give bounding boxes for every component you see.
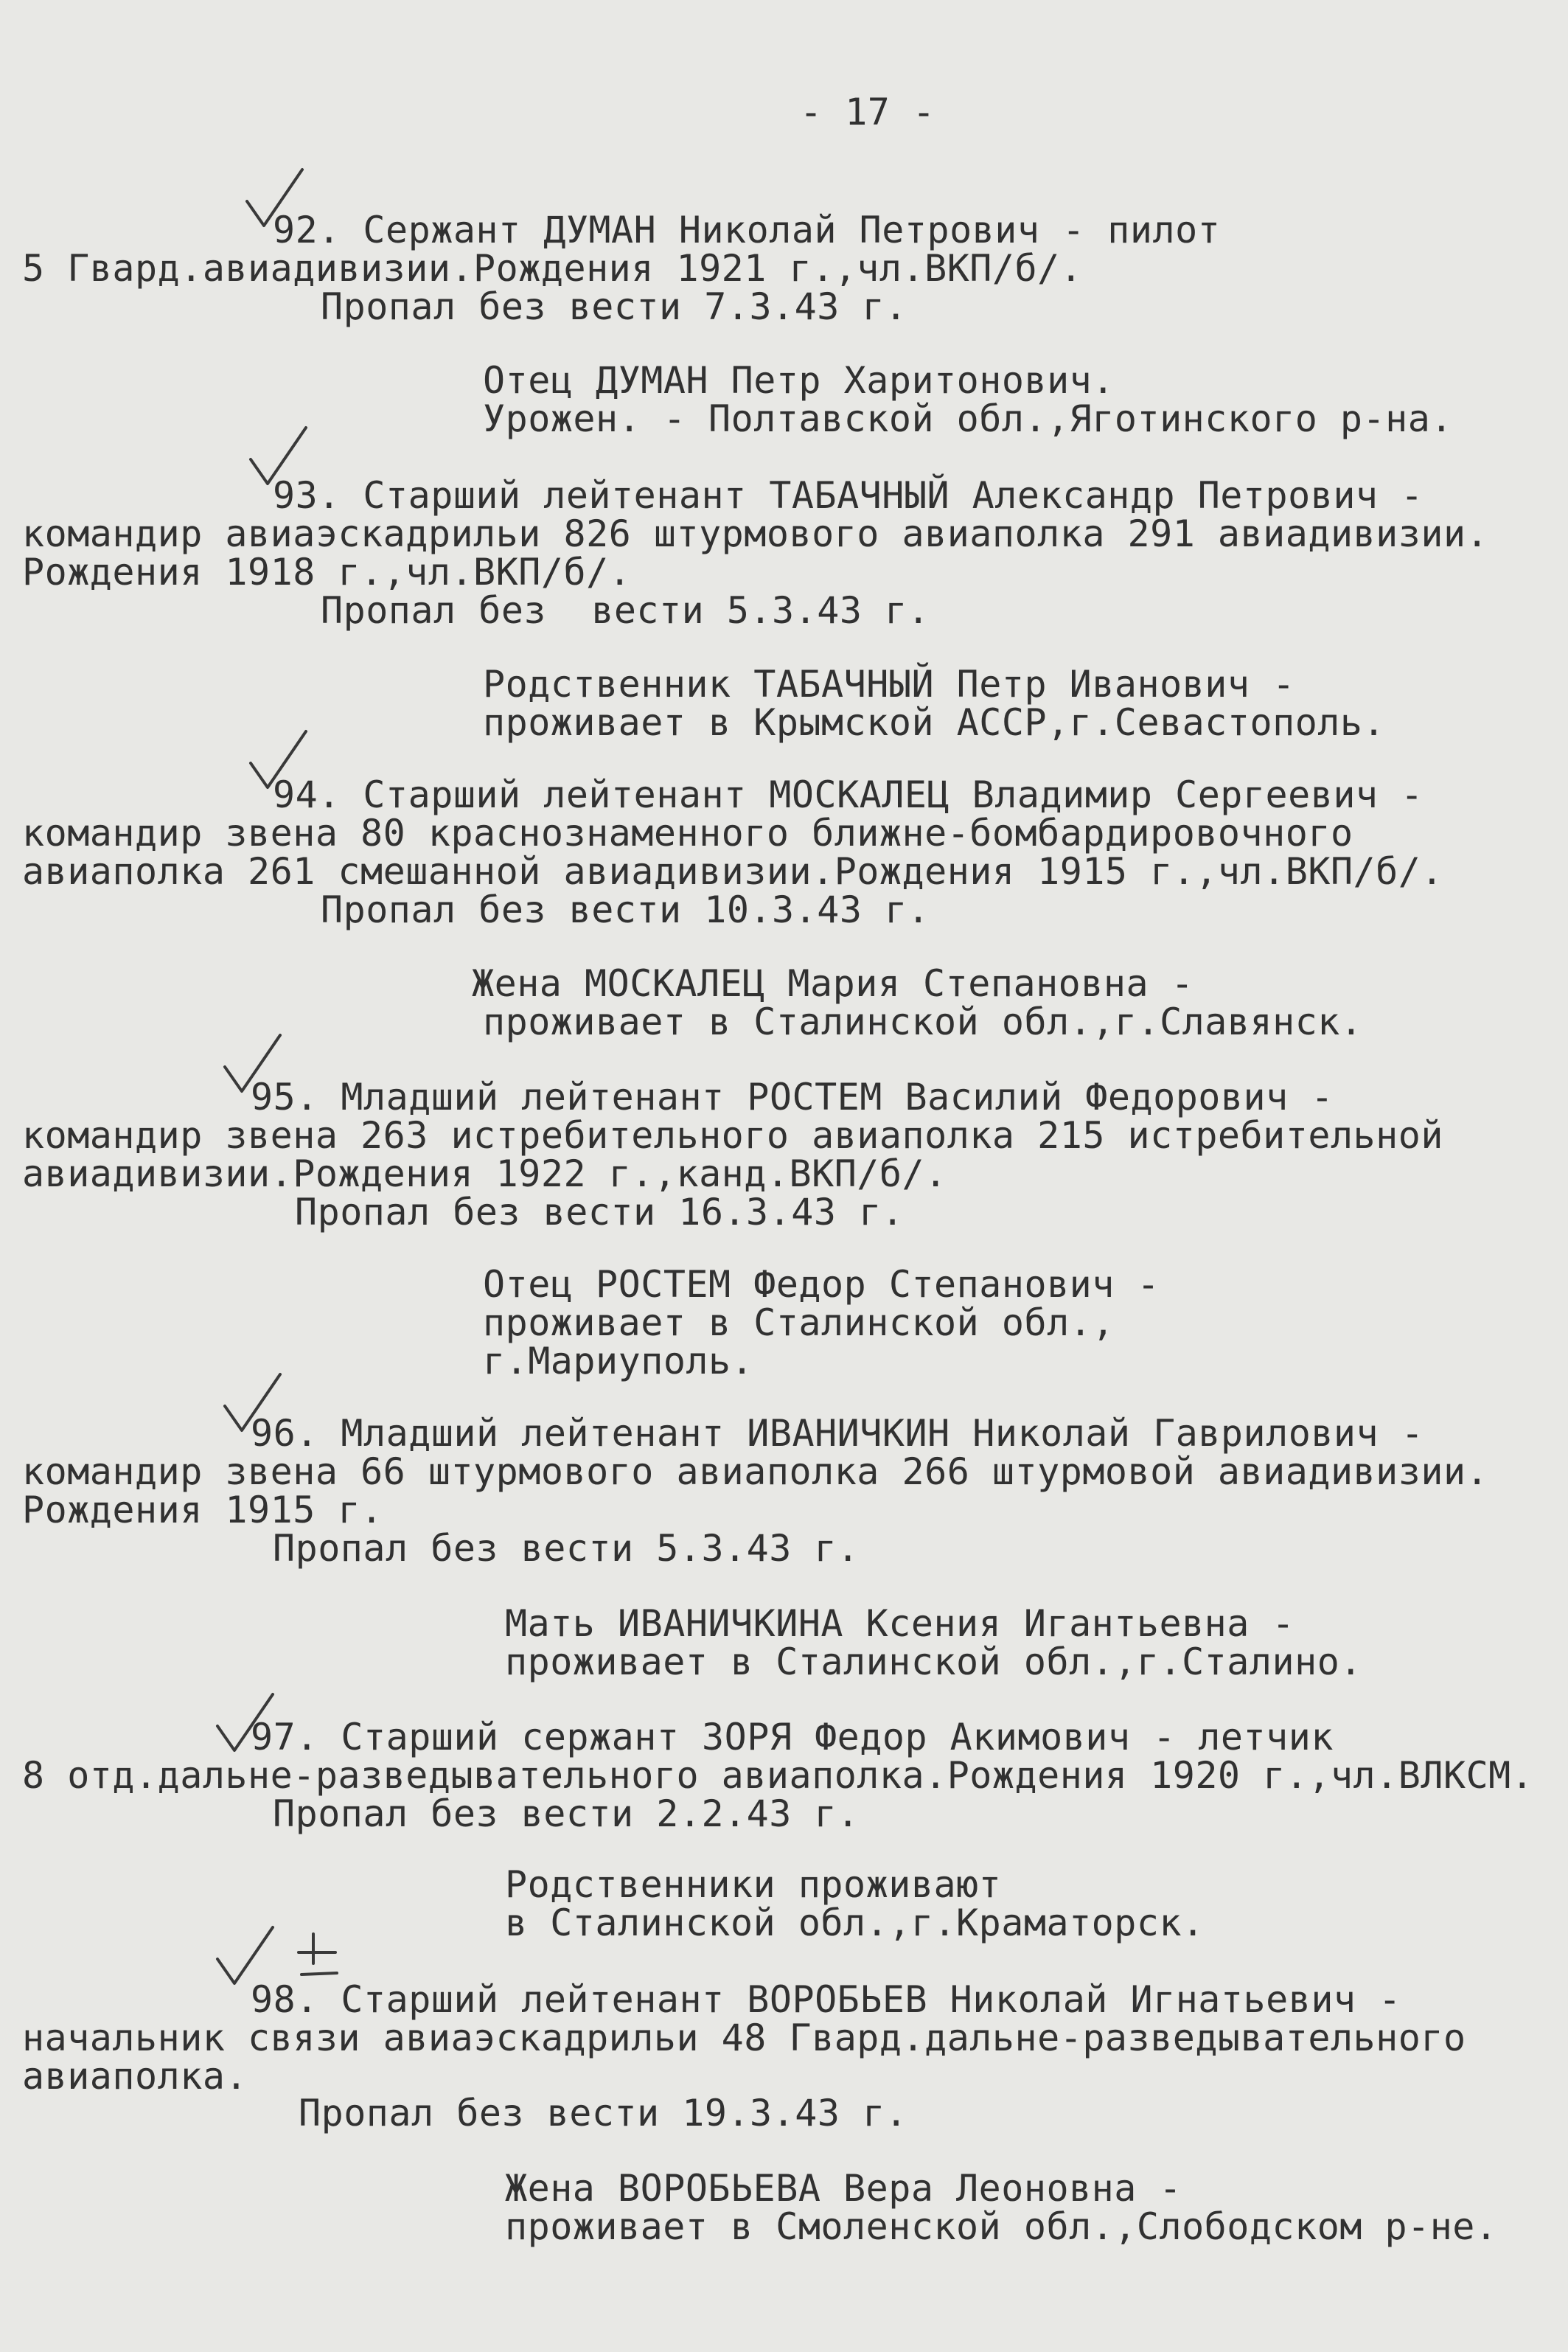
entry-93-relative-line-1: Родственник ТАБАЧНЫЙ Петр Иванович - bbox=[483, 663, 1295, 706]
page-number: - 17 - bbox=[800, 91, 935, 133]
entry-95-line-4: Пропал без вести 16.3.43 г. bbox=[295, 1191, 905, 1234]
entry-94-line-1: 94. Старший лейтенант МОСКАЛЕЦ Владимир Сергеевич - bbox=[273, 773, 1424, 816]
entry-96-relative-line-1: Мать ИВАНИЧКИНА Ксения Игантьевна - bbox=[505, 1602, 1295, 1645]
entry-97-line-3: Пропал без вести 2.2.43 г. bbox=[273, 1792, 860, 1835]
entry-92-line-2: 5 Гвард.авиадивизии.Рождения 1921 г.,чл.ВКП/б/. bbox=[22, 247, 1083, 290]
entry-98-relative-line-1: Жена ВОРОБЬЕВА Вера Леоновна - bbox=[505, 2167, 1182, 2210]
entry-98-line-4: Пропал без вести 19.3.43 г. bbox=[299, 2092, 908, 2134]
entry-92-line-3: Пропал без вести 7.3.43 г. bbox=[321, 285, 907, 328]
entry-92-line-1: 92. Сержант ДУМАН Николай Петрович - пилот bbox=[273, 209, 1221, 251]
entry-93-line-1: 93. Старший лейтенант ТАБАЧНЫЙ Александр Петрович - bbox=[273, 474, 1424, 517]
entry-93-line-3: Рождения 1918 г.,чл.ВКП/б/. bbox=[22, 551, 632, 594]
entry-94-line-2: командир звена 80 краснознаменного ближне-бомбардировочного bbox=[22, 812, 1353, 855]
entry-95-line-2: командир звена 263 истребительного авиаполка 215 истребительной bbox=[22, 1114, 1443, 1157]
entry-96-line-1: 96. Младший лейтенант ИВАНИЧКИН Николай Гаврилович - bbox=[251, 1412, 1424, 1455]
entry-95-relative-line-2: проживает в Сталинской обл., bbox=[483, 1301, 1115, 1344]
entry-96-line-4: Пропал без вести 5.3.43 г. bbox=[273, 1527, 860, 1570]
entry-97-relative-line-2: в Сталинской обл.,г.Краматорск. bbox=[505, 1902, 1205, 1944]
handwritten-mark-icon bbox=[291, 1930, 343, 1982]
entry-98-relative-line-2: проживает в Смоленской обл.,Слободском р-не. bbox=[505, 2205, 1498, 2248]
entry-94-line-4: Пропал без вести 10.3.43 г. bbox=[321, 888, 930, 931]
entry-94-relative-line-2: проживает в Сталинской обл.,г.Славянск. bbox=[483, 1001, 1363, 1043]
entry-98-line-3: авиаполка. bbox=[22, 2055, 248, 2098]
entry-96-line-3: Рождения 1915 г. bbox=[22, 1489, 383, 1531]
entry-95-relative-line-1: Отец РОСТЕМ Федор Степанович - bbox=[483, 1263, 1160, 1306]
entry-92-relative-line-2: Урожен. - Полтавской обл.,Яготинского р-на. bbox=[483, 397, 1453, 440]
entry-97-line-2: 8 отд.дальне-разведывательного авиаполка.Рождения 1920 г.,чл.ВЛКСМ. bbox=[22, 1754, 1534, 1797]
entry-96-relative-line-2: проживает в Сталинской обл.,г.Сталино. bbox=[505, 1641, 1362, 1683]
entry-98-line-2: начальник связи авиаэскадрильи 48 Гвард.дальне-разведывательного bbox=[22, 2017, 1466, 2059]
entry-95-relative-line-3: г.Мариуполь. bbox=[483, 1340, 754, 1382]
entry-93-line-2: командир авиаэскадрильи 826 штурмового авиаполка 291 авиадивизии. bbox=[22, 512, 1489, 555]
entry-98-line-1: 98. Старший лейтенант ВОРОБЬЕВ Николай Игнатьевич - bbox=[251, 1978, 1401, 2021]
entry-94-relative-line-1: Жена МОСКАЛЕЦ Мария Степановна - bbox=[472, 962, 1194, 1005]
entry-97-relative-line-1: Родственники проживают bbox=[505, 1863, 1002, 1906]
entry-92-relative-line-1: Отец ДУМАН Петр Харитонович. bbox=[483, 359, 1115, 402]
entry-95-line-3: авиадивизии.Рождения 1922 г.,канд.ВКП/б/. bbox=[22, 1152, 947, 1195]
entry-96-line-2: командир звена 66 штурмового авиаполка 266 штурмовой авиадивизии. bbox=[22, 1450, 1489, 1493]
checkmark-icon bbox=[214, 1926, 280, 1985]
entry-93-relative-line-2: проживает в Крымской АССР,г.Севастополь. bbox=[483, 701, 1386, 744]
entry-95-line-1: 95. Младший лейтенант РОСТЕМ Василий Федорович - bbox=[251, 1076, 1334, 1118]
entry-94-line-3: авиаполка 261 смешанной авиадивизии.Рождения 1915 г.,чл.ВКП/б/. bbox=[22, 850, 1443, 893]
entry-97-line-1: 97. Старший сержант ЗОРЯ Федор Акимович - летчик bbox=[251, 1716, 1334, 1758]
entry-93-line-4: Пропал без вести 5.3.43 г. bbox=[321, 589, 930, 632]
